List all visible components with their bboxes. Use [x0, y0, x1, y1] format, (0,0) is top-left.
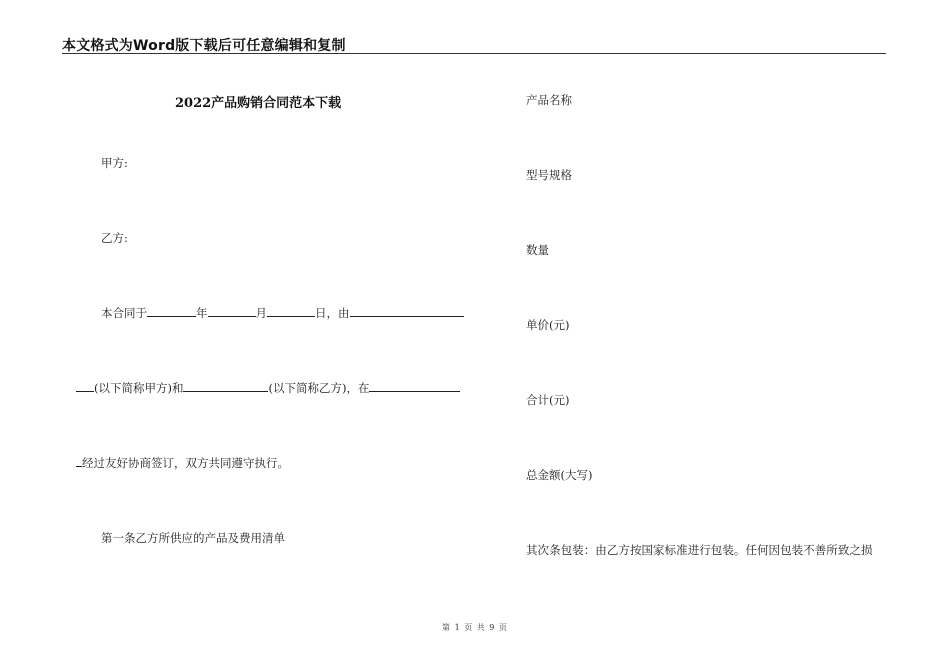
month-blank[interactable] [208, 305, 256, 317]
contract-date-line [101, 305, 464, 321]
date-prefix: 本合同于 [101, 306, 147, 320]
unit-price-label: 单价(元) [526, 318, 570, 332]
header-text: 本文格式为Word版下载后可任意编辑和复制 [62, 38, 346, 54]
model-spec-label: 型号规格 [526, 168, 572, 182]
product-name-label: 产品名称 [526, 93, 572, 107]
document-header [62, 33, 886, 54]
article-2-packaging: 其次条包装：由乙方按国家标准进行包装。任何因包装不善所致之损 [526, 543, 873, 557]
party-a-name-blank-cont[interactable] [76, 380, 94, 392]
parties-line [76, 380, 460, 396]
party-a-abbrev: (以下简称甲方)和 [94, 381, 184, 395]
subtotal-label: 合计(元) [526, 393, 570, 407]
quantity-label: 数量 [526, 243, 549, 257]
party-b-name-blank[interactable] [183, 380, 268, 392]
day-blank[interactable] [267, 305, 315, 317]
page-footer: 第 1 页 共 9 页 [442, 623, 508, 632]
month-label: 月 [255, 306, 267, 320]
agreement-text: 经过友好协商签订，双方共同遵守执行。 [82, 456, 289, 470]
party-b-label: 乙方: [101, 231, 128, 245]
party-a-name-blank[interactable] [350, 305, 464, 317]
article-1-heading: 第一条乙方所供应的产品及费用清单 [101, 531, 285, 545]
total-amount-label: 总金额(大写) [526, 468, 593, 482]
year-blank[interactable] [147, 305, 196, 317]
year-label: 年 [196, 306, 208, 320]
party-a-label: 甲方: [101, 156, 128, 170]
agreement-line [76, 455, 289, 471]
day-label: 日，由 [315, 306, 350, 320]
document-title: 2022产品购销合同范本下载 [175, 96, 342, 111]
party-b-abbrev: (以下简称乙方)，在 [268, 381, 370, 395]
location-blank[interactable] [369, 380, 460, 392]
